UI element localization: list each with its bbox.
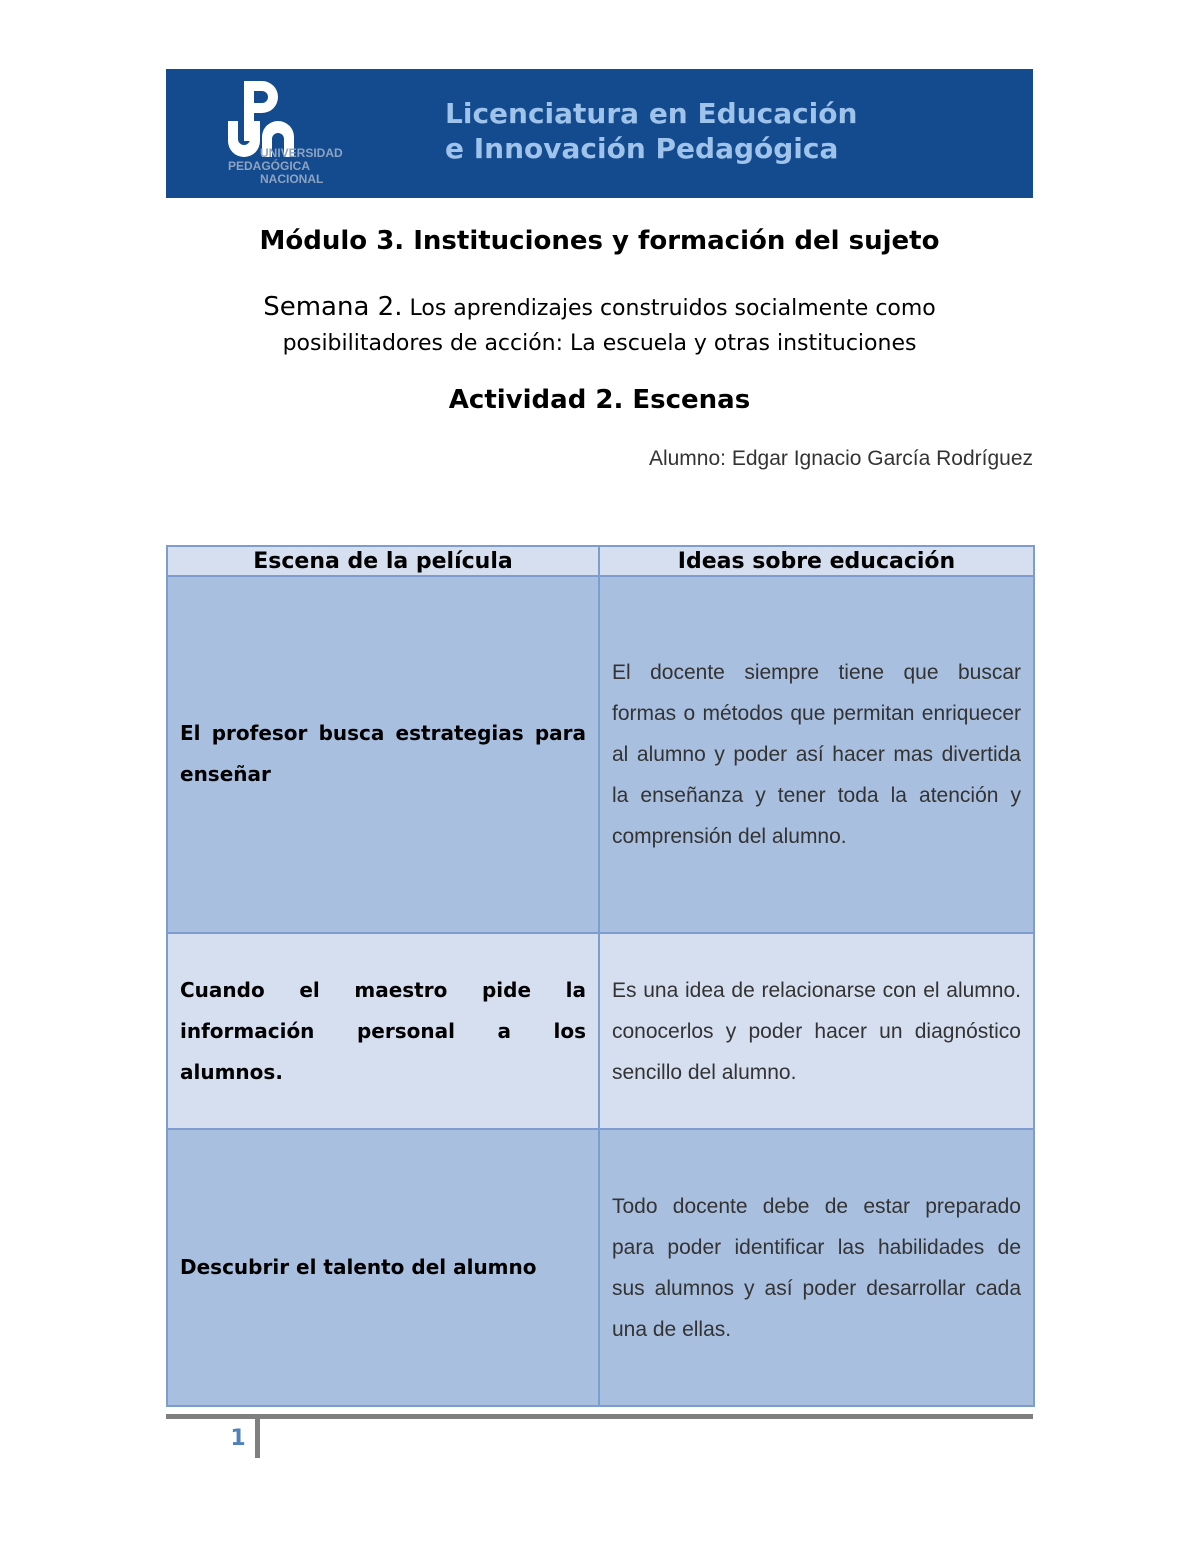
week-title	[166, 290, 1033, 361]
table-row	[167, 1129, 1034, 1406]
page-number: 1	[230, 1426, 246, 1451]
table-row	[167, 933, 1034, 1129]
table-header-row	[167, 546, 1034, 576]
idea-cell: El docente siempre tiene que buscar formas o métodos que permitan enriquecer al alumno y poder así hacer mas divertida la enseñanza y tener toda la atención y comprensión del alumno.	[599, 576, 1034, 933]
table-header-scene: Escena de la película	[167, 546, 599, 576]
logo-text-line1: UNIVERSIDAD	[260, 146, 343, 160]
program-title	[445, 96, 857, 166]
activity-title: Actividad 2. Escenas	[448, 385, 751, 415]
program-title-line2: e Innovación Pedagógica	[445, 132, 839, 165]
idea-cell: Es una idea de relacionarse con el alumno. conocerlos y poder hacer un diagnóstico sencillo del alumno.	[599, 933, 1034, 1129]
program-title-line1: Licenciatura en Educación	[445, 97, 858, 130]
footer-vertical-divider	[255, 1414, 260, 1458]
student-name: Alumno: Edgar Ignacio García Rodríguez	[648, 447, 1033, 470]
logo-text-line3: NACIONAL	[260, 172, 324, 186]
module-title: Módulo 3. Instituciones y formación del sujeto	[259, 226, 940, 256]
scenes-table	[166, 545, 1035, 1407]
header-banner	[166, 69, 1033, 198]
scene-cell: Descubrir el talento del alumno	[167, 1129, 599, 1406]
week-label: Semana 2.	[263, 292, 403, 322]
table-row	[167, 576, 1034, 933]
upn-logo-icon	[226, 77, 356, 189]
week-title-line1: Los aprendizajes construidos socialmente como	[409, 296, 936, 321]
logo-text-line2: PEDAGÓGICA	[228, 159, 311, 173]
footer-divider	[166, 1414, 1033, 1419]
scene-cell: Cuando el maestro pide la información personal a los alumnos.	[167, 933, 599, 1129]
table-header-ideas: Ideas sobre educación	[599, 546, 1034, 576]
week-title-line2: posibilitadores de acción: La escuela y otras instituciones	[282, 331, 917, 356]
idea-cell: Todo docente debe de estar preparado para poder identificar las habilidades de sus alumnos y así poder desarrollar cada una de ellas.	[599, 1129, 1034, 1406]
scene-cell: El profesor busca estrategias para enseñar	[167, 576, 599, 933]
